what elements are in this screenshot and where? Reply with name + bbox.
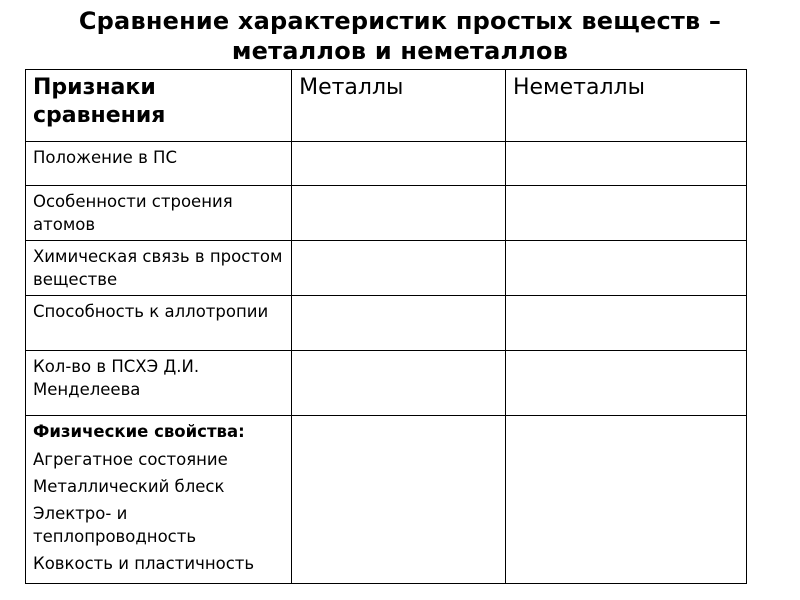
table-header-row [26, 70, 747, 142]
row-label-cell [26, 296, 292, 351]
nonmetals-cell [505, 241, 746, 296]
row-label-cell [26, 241, 292, 296]
row-label-cell [26, 142, 292, 186]
header-criteria: Признаки сравнения [33, 75, 166, 128]
page-title-line-2: металлов и неметаллов [231, 37, 569, 65]
row-label: Положение в ПС [33, 148, 177, 167]
table-row [26, 142, 747, 186]
table-row-physical-properties [26, 416, 747, 584]
table-row [26, 296, 747, 351]
row-label: Кол-во в ПСХЭ Д.И. Менделеева [33, 357, 200, 399]
page-title [0, 6, 800, 66]
physical-properties-cell [26, 416, 292, 584]
header-metals-cell [292, 70, 506, 142]
metals-cell [292, 296, 506, 351]
page-title-line-1: Сравнение характеристик простых веществ – [78, 7, 722, 35]
row-label: Химическая связь в простом веществе [33, 247, 283, 289]
metals-cell [292, 416, 506, 584]
header-criteria-cell [26, 70, 292, 142]
nonmetals-cell [505, 186, 746, 241]
physical-property-item: Электро- и теплопроводность [33, 504, 197, 546]
row-label-cell [26, 351, 292, 416]
nonmetals-cell [505, 142, 746, 186]
nonmetals-cell [505, 351, 746, 416]
header-metals: Металлы [299, 75, 404, 100]
table-row [26, 186, 747, 241]
metals-cell [292, 241, 506, 296]
table-row [26, 241, 747, 296]
comparison-table [25, 69, 747, 584]
physical-property-item: Металлический блеск [33, 477, 225, 496]
metals-cell [292, 351, 506, 416]
nonmetals-cell [505, 296, 746, 351]
physical-property-item: Ковкость и пластичность [33, 554, 255, 573]
row-label: Способность к аллотропии [33, 302, 269, 321]
row-label: Особенности строения атомов [33, 192, 233, 234]
physical-property-item: Агрегатное состояние [33, 450, 228, 469]
physical-properties-list [26, 416, 291, 575]
metals-cell [292, 186, 506, 241]
header-nonmetals: Неметаллы [512, 75, 645, 100]
header-nonmetals-cell [505, 70, 746, 142]
table-row [26, 351, 747, 416]
metals-cell [292, 142, 506, 186]
physical-properties-heading: Физические свойства: [33, 422, 245, 441]
row-label-cell [26, 186, 292, 241]
nonmetals-cell [505, 416, 746, 584]
